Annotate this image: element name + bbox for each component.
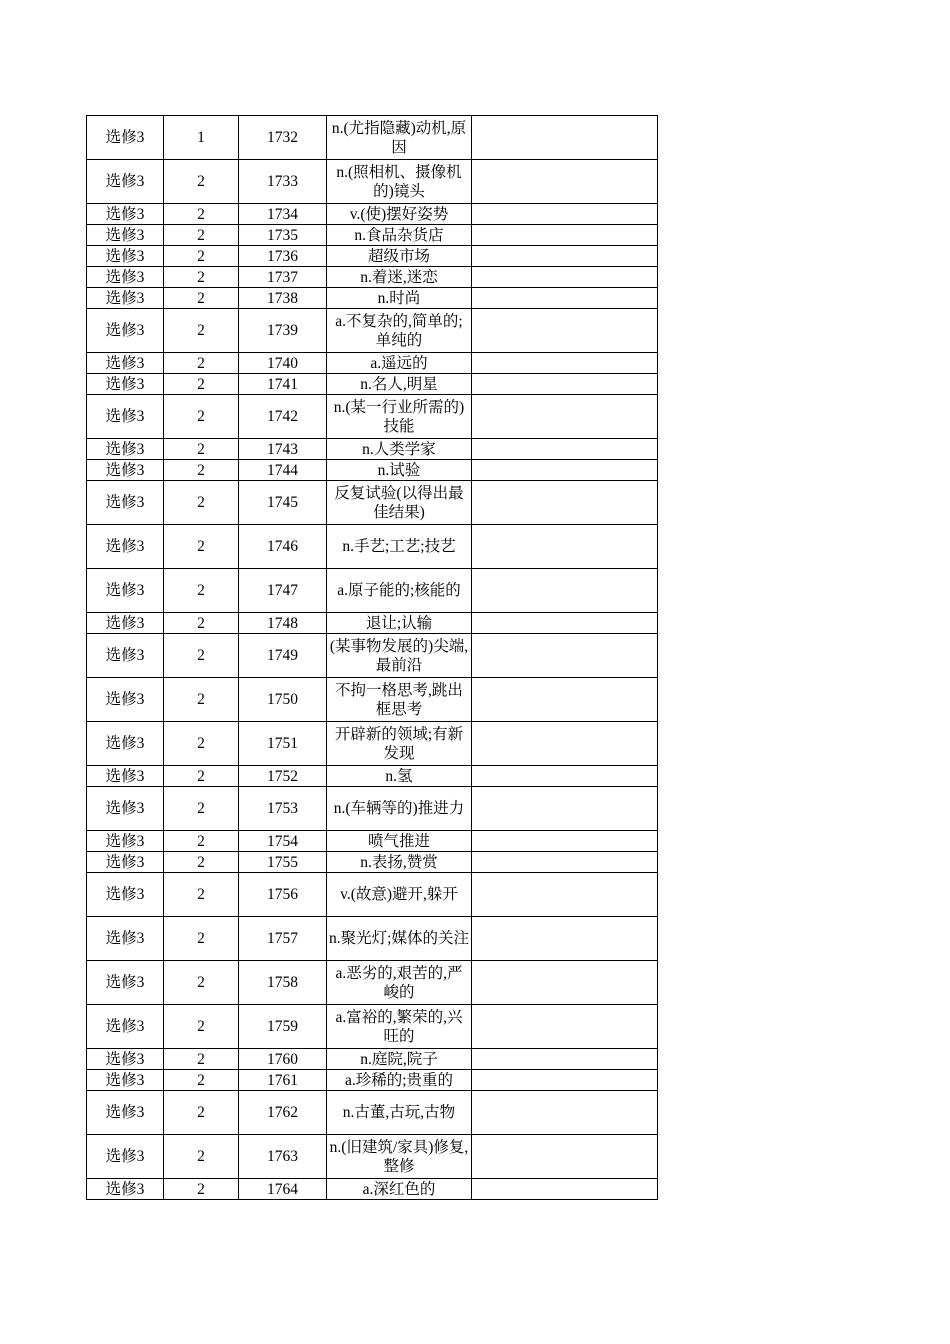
book-cell: 选修3 — [87, 1049, 164, 1070]
book-cell: 选修3 — [87, 267, 164, 288]
meaning-cell: 喷气推进 — [327, 831, 472, 852]
book-cell: 选修3 — [87, 395, 164, 439]
meaning-cell: n.古董,古玩,古物 — [327, 1091, 472, 1135]
meaning-cell: a.珍稀的;贵重的 — [327, 1070, 472, 1091]
unit-cell: 2 — [164, 525, 239, 569]
book-cell: 选修3 — [87, 917, 164, 961]
meaning-cell: a.深红色的 — [327, 1179, 472, 1200]
number-cell: 1736 — [239, 246, 327, 267]
meaning-cell: n.(某一行业所需的)技能 — [327, 395, 472, 439]
note-cell — [472, 374, 658, 395]
note-cell — [472, 678, 658, 722]
book-cell: 选修3 — [87, 116, 164, 160]
number-cell: 1762 — [239, 1091, 327, 1135]
number-cell: 1741 — [239, 374, 327, 395]
unit-cell: 2 — [164, 288, 239, 309]
unit-cell: 2 — [164, 439, 239, 460]
unit-cell: 2 — [164, 831, 239, 852]
table-row — [87, 678, 658, 722]
number-cell: 1764 — [239, 1179, 327, 1200]
note-cell — [472, 852, 658, 873]
unit-cell: 2 — [164, 460, 239, 481]
table-row — [87, 204, 658, 225]
book-cell: 选修3 — [87, 852, 164, 873]
book-cell: 选修3 — [87, 204, 164, 225]
book-cell: 选修3 — [87, 309, 164, 353]
meaning-cell: n.(照相机、摄像机的)镜头 — [327, 160, 472, 204]
note-cell — [472, 353, 658, 374]
note-cell — [472, 525, 658, 569]
number-cell: 1758 — [239, 961, 327, 1005]
table-row — [87, 246, 658, 267]
table-row — [87, 569, 658, 613]
unit-cell: 2 — [164, 766, 239, 787]
meaning-cell: 不拘一格思考,跳出框思考 — [327, 678, 472, 722]
meaning-cell: n.聚光灯;媒体的关注 — [327, 917, 472, 961]
note-cell — [472, 288, 658, 309]
number-cell: 1760 — [239, 1049, 327, 1070]
table-row — [87, 852, 658, 873]
meaning-cell: n.食品杂货店 — [327, 225, 472, 246]
meaning-cell: a.不复杂的,简单的;单纯的 — [327, 309, 472, 353]
number-cell: 1738 — [239, 288, 327, 309]
number-cell: 1747 — [239, 569, 327, 613]
number-cell: 1742 — [239, 395, 327, 439]
book-cell: 选修3 — [87, 569, 164, 613]
number-cell: 1750 — [239, 678, 327, 722]
table-row — [87, 116, 658, 160]
note-cell — [472, 395, 658, 439]
table-row — [87, 1179, 658, 1200]
book-cell: 选修3 — [87, 481, 164, 525]
table-row — [87, 766, 658, 787]
unit-cell: 2 — [164, 353, 239, 374]
table-row — [87, 831, 658, 852]
note-cell — [472, 569, 658, 613]
table-row — [87, 309, 658, 353]
book-cell: 选修3 — [87, 787, 164, 831]
number-cell: 1734 — [239, 204, 327, 225]
book-cell: 选修3 — [87, 246, 164, 267]
book-cell: 选修3 — [87, 873, 164, 917]
vocabulary-table — [86, 115, 658, 1200]
table-row — [87, 395, 658, 439]
unit-cell: 2 — [164, 1179, 239, 1200]
note-cell — [472, 787, 658, 831]
number-cell: 1761 — [239, 1070, 327, 1091]
unit-cell: 2 — [164, 160, 239, 204]
unit-cell: 2 — [164, 678, 239, 722]
meaning-cell: n.(车辆等的)推进力 — [327, 787, 472, 831]
meaning-cell: (某事物发展的)尖端,最前沿 — [327, 634, 472, 678]
unit-cell: 2 — [164, 225, 239, 246]
meaning-cell: n.表扬,赞赏 — [327, 852, 472, 873]
book-cell: 选修3 — [87, 374, 164, 395]
table-row — [87, 613, 658, 634]
book-cell: 选修3 — [87, 460, 164, 481]
table-row — [87, 374, 658, 395]
meaning-cell: n.人类学家 — [327, 439, 472, 460]
note-cell — [472, 460, 658, 481]
meaning-cell: n.时尚 — [327, 288, 472, 309]
note-cell — [472, 1179, 658, 1200]
table-row — [87, 1135, 658, 1179]
table-row — [87, 525, 658, 569]
unit-cell: 2 — [164, 246, 239, 267]
table-row — [87, 225, 658, 246]
meaning-cell: 退让;认输 — [327, 613, 472, 634]
table-row — [87, 267, 658, 288]
meaning-cell: a.富裕的,繁荣的,兴旺的 — [327, 1005, 472, 1049]
meaning-cell: 开辟新的领域;有新发现 — [327, 722, 472, 766]
number-cell: 1754 — [239, 831, 327, 852]
note-cell — [472, 225, 658, 246]
unit-cell: 2 — [164, 1135, 239, 1179]
unit-cell: 2 — [164, 613, 239, 634]
note-cell — [472, 204, 658, 225]
note-cell — [472, 1091, 658, 1135]
meaning-cell: 反复试验(以得出最佳结果) — [327, 481, 472, 525]
note-cell — [472, 309, 658, 353]
book-cell: 选修3 — [87, 225, 164, 246]
meaning-cell: n.着迷,迷恋 — [327, 267, 472, 288]
unit-cell: 2 — [164, 267, 239, 288]
note-cell — [472, 160, 658, 204]
table-row — [87, 1091, 658, 1135]
unit-cell: 2 — [164, 1005, 239, 1049]
book-cell: 选修3 — [87, 353, 164, 374]
number-cell: 1740 — [239, 353, 327, 374]
book-cell: 选修3 — [87, 1179, 164, 1200]
note-cell — [472, 116, 658, 160]
book-cell: 选修3 — [87, 961, 164, 1005]
number-cell: 1753 — [239, 787, 327, 831]
note-cell — [472, 1135, 658, 1179]
note-cell — [472, 961, 658, 1005]
meaning-cell: n.(尤指隐藏)动机,原因 — [327, 116, 472, 160]
note-cell — [472, 246, 658, 267]
number-cell: 1746 — [239, 525, 327, 569]
book-cell: 选修3 — [87, 1135, 164, 1179]
meaning-cell: a.遥远的 — [327, 353, 472, 374]
note-cell — [472, 873, 658, 917]
meaning-cell: n.庭院,院子 — [327, 1049, 472, 1070]
unit-cell: 2 — [164, 481, 239, 525]
number-cell: 1743 — [239, 439, 327, 460]
book-cell: 选修3 — [87, 288, 164, 309]
note-cell — [472, 613, 658, 634]
table-row — [87, 1049, 658, 1070]
number-cell: 1752 — [239, 766, 327, 787]
unit-cell: 2 — [164, 204, 239, 225]
note-cell — [472, 267, 658, 288]
book-cell: 选修3 — [87, 766, 164, 787]
book-cell: 选修3 — [87, 1070, 164, 1091]
vocabulary-table-body — [87, 116, 658, 1200]
note-cell — [472, 1005, 658, 1049]
number-cell: 1749 — [239, 634, 327, 678]
number-cell: 1763 — [239, 1135, 327, 1179]
number-cell: 1755 — [239, 852, 327, 873]
note-cell — [472, 481, 658, 525]
number-cell: 1756 — [239, 873, 327, 917]
unit-cell: 2 — [164, 917, 239, 961]
book-cell: 选修3 — [87, 722, 164, 766]
book-cell: 选修3 — [87, 160, 164, 204]
table-row — [87, 722, 658, 766]
unit-cell: 2 — [164, 569, 239, 613]
number-cell: 1744 — [239, 460, 327, 481]
table-row — [87, 787, 658, 831]
number-cell: 1757 — [239, 917, 327, 961]
note-cell — [472, 634, 658, 678]
unit-cell: 2 — [164, 1091, 239, 1135]
unit-cell: 2 — [164, 374, 239, 395]
number-cell: 1733 — [239, 160, 327, 204]
note-cell — [472, 1070, 658, 1091]
book-cell: 选修3 — [87, 525, 164, 569]
number-cell: 1748 — [239, 613, 327, 634]
number-cell: 1732 — [239, 116, 327, 160]
meaning-cell: v.(故意)避开,躲开 — [327, 873, 472, 917]
table-row — [87, 873, 658, 917]
table-row — [87, 481, 658, 525]
book-cell: 选修3 — [87, 439, 164, 460]
book-cell: 选修3 — [87, 1091, 164, 1135]
table-row — [87, 1005, 658, 1049]
note-cell — [472, 1049, 658, 1070]
table-row — [87, 160, 658, 204]
table-row — [87, 961, 658, 1005]
unit-cell: 2 — [164, 395, 239, 439]
unit-cell: 2 — [164, 787, 239, 831]
unit-cell: 2 — [164, 634, 239, 678]
meaning-cell: a.恶劣的,艰苦的,严峻的 — [327, 961, 472, 1005]
meaning-cell: n.试验 — [327, 460, 472, 481]
book-cell: 选修3 — [87, 1005, 164, 1049]
meaning-cell: 超级市场 — [327, 246, 472, 267]
number-cell: 1739 — [239, 309, 327, 353]
unit-cell: 1 — [164, 116, 239, 160]
number-cell: 1745 — [239, 481, 327, 525]
unit-cell: 2 — [164, 309, 239, 353]
meaning-cell: v.(使)摆好姿势 — [327, 204, 472, 225]
number-cell: 1737 — [239, 267, 327, 288]
table-row — [87, 353, 658, 374]
meaning-cell: n.手艺;工艺;技艺 — [327, 525, 472, 569]
note-cell — [472, 831, 658, 852]
book-cell: 选修3 — [87, 831, 164, 852]
note-cell — [472, 439, 658, 460]
table-row — [87, 439, 658, 460]
table-row — [87, 1070, 658, 1091]
book-cell: 选修3 — [87, 613, 164, 634]
unit-cell: 2 — [164, 1070, 239, 1091]
meaning-cell: n.名人,明星 — [327, 374, 472, 395]
meaning-cell: n.氢 — [327, 766, 472, 787]
table-row — [87, 634, 658, 678]
meaning-cell: a.原子能的;核能的 — [327, 569, 472, 613]
note-cell — [472, 766, 658, 787]
note-cell — [472, 722, 658, 766]
book-cell: 选修3 — [87, 678, 164, 722]
unit-cell: 2 — [164, 873, 239, 917]
meaning-cell: n.(旧建筑/家具)修复,整修 — [327, 1135, 472, 1179]
number-cell: 1759 — [239, 1005, 327, 1049]
unit-cell: 2 — [164, 722, 239, 766]
unit-cell: 2 — [164, 852, 239, 873]
unit-cell: 2 — [164, 1049, 239, 1070]
number-cell: 1735 — [239, 225, 327, 246]
note-cell — [472, 917, 658, 961]
table-row — [87, 460, 658, 481]
table-row — [87, 288, 658, 309]
table-row — [87, 917, 658, 961]
book-cell: 选修3 — [87, 634, 164, 678]
unit-cell: 2 — [164, 961, 239, 1005]
number-cell: 1751 — [239, 722, 327, 766]
